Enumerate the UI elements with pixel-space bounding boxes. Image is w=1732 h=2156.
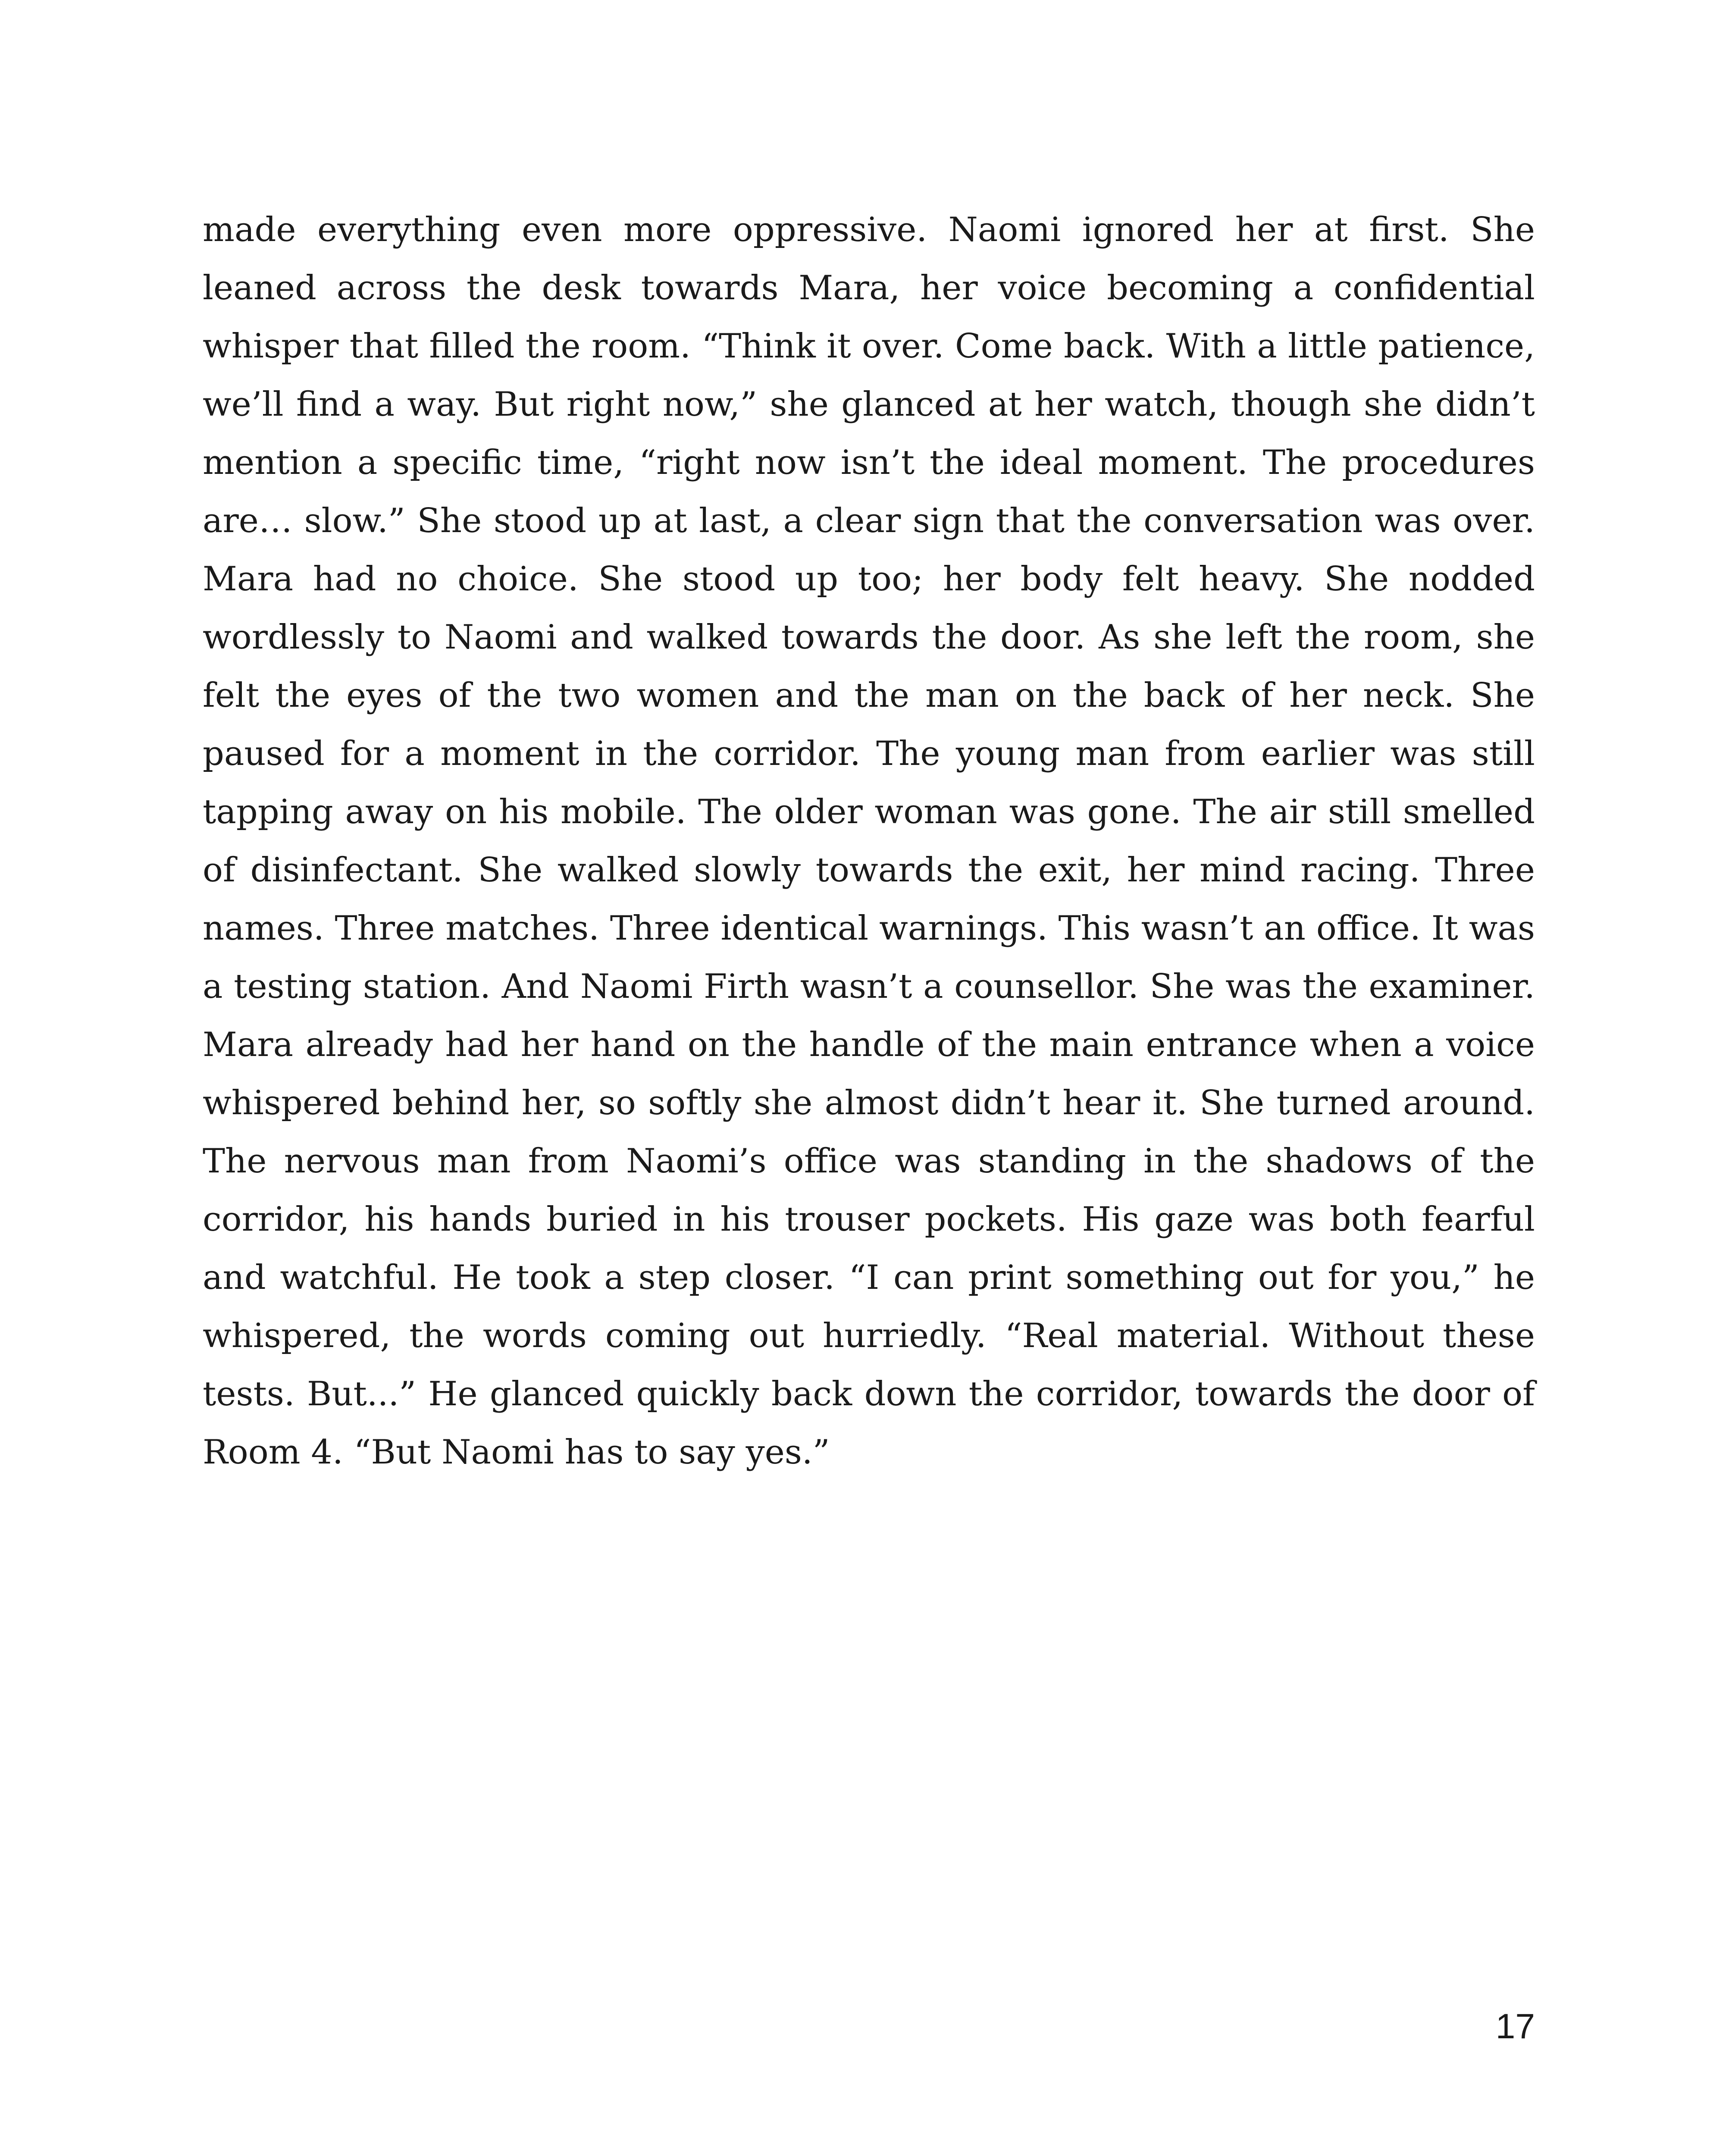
page-number: 17 <box>1495 2007 1535 2046</box>
body-paragraph: made everything even more oppressive. Naomi ignored her at first. She leaned across the desk towards Mara, her voice becoming a confidential whisper that filled the room. “Think it over. Come back. With a little patience, we’ll find a way. But right now,” she glanced at her watch, though she didn’t mention a specific time, “right now isn’t the ideal moment. The procedures are… slow.” She stood up at last, a clear sign that the conversation was over. Mara had no choice. She stood up too; her body felt heavy. She nodded wordlessly to Naomi and walked towards the door. As she left the room, she felt the eyes of the two women and the man on the back of her neck. She paused for a moment in the corridor. The young man from earlier was still tapping away on his mobile. The older woman was gone. The air still smelled of disinfectant. She walked slowly towards the exit, her mind racing. Three names. Three matches. Three identical warnings. This wasn’t an office. It was a testing station. And Naomi Firth wasn’t a counsellor. She was the examiner. Mara already had her hand on the handle of the main entrance when a voice whispered behind her, so softly she almost didn’t hear it. She turned around. The nervous man from Naomi’s office was standing in the shadows of the corridor, his hands buried in his trouser pockets. His gaze was both fearful and watchful. He took a step closer. “I can print something out for you,” he whispered, the words coming out hurriedly. “Real material. Without these tests. But...” He glanced quickly back down the corridor, towards the door of Room 4. “But Naomi has to say yes.” <box>203 210 1535 1472</box>
